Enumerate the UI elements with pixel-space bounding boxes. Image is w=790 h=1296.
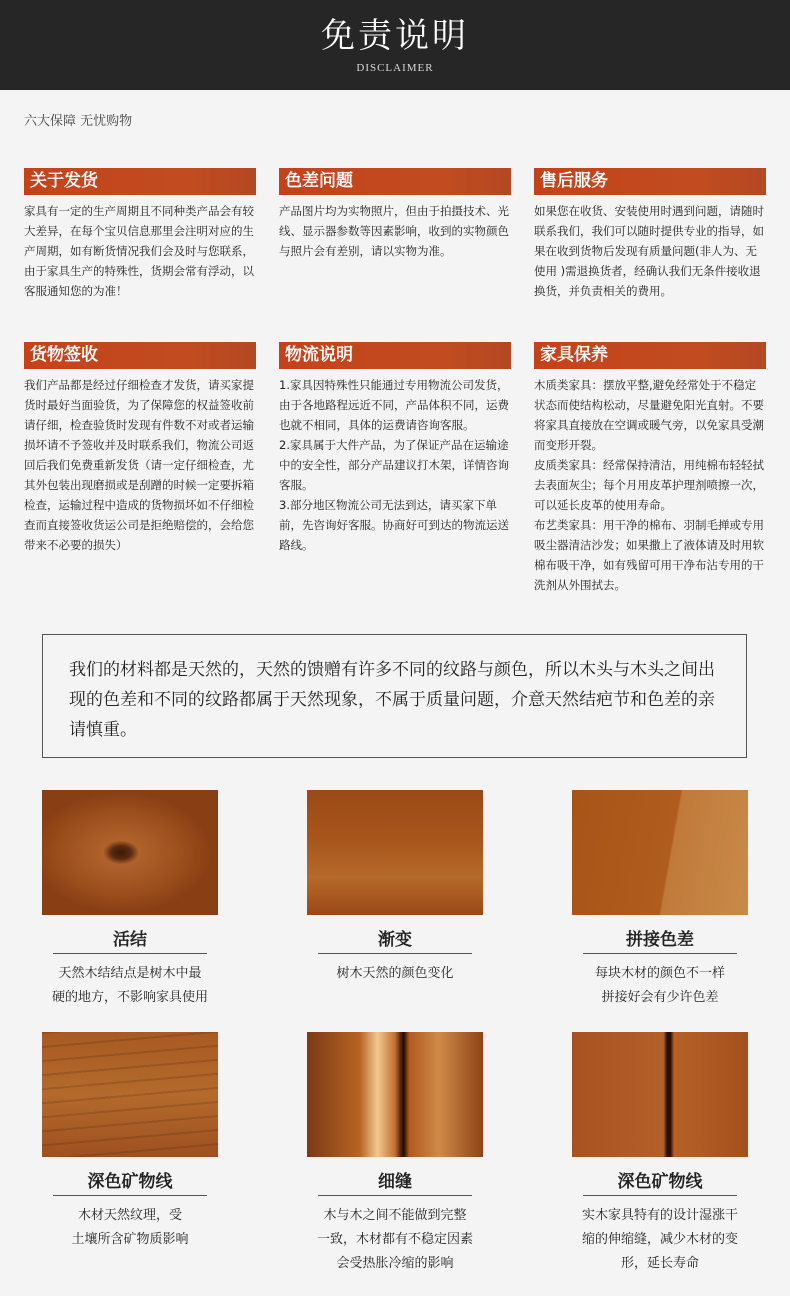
wood-sample-image	[307, 1032, 483, 1157]
section-color-difference	[279, 168, 511, 261]
card-divider	[318, 1195, 472, 1196]
wood-sample-image	[572, 1032, 748, 1157]
card-description: 实木家具特有的设计湿涨干 缩的伸缩缝，减少木材的变 形，延长寿命	[581, 1208, 738, 1271]
section-logistics	[279, 342, 511, 555]
card-description: 每块木材的颜色不一样 拼接好会有少许色差	[594, 966, 725, 1005]
section-after-sales	[534, 168, 766, 301]
section-title: 色差问题	[279, 168, 511, 195]
card-divider	[53, 1195, 207, 1196]
section-body: 如果您在收货、安装使用时遇到问题，请随时联系我们，我们可以随时提供专业的指导，如果在收到货物后发现有质量问题(非人为、无使用 )需退换货者，经确认我们无条件接收退换货，并负责相关的费用。	[534, 204, 764, 298]
section-title: 货物签收	[24, 342, 256, 369]
section-body: 产品图片均为实物照片，但由于拍摄技术、光线、显示器参数等因素影响，收到的实物颜色与照片会有差别，请以实物为准。	[279, 204, 509, 258]
card-title: 细缝	[378, 1172, 412, 1192]
wood-card-mineral-line	[30, 1032, 230, 1252]
tagline: 六大保障 无忧购物	[24, 114, 133, 129]
page-subtitle: DISCLAIMER	[356, 62, 434, 74]
card-title: 渐变	[378, 930, 412, 950]
card-divider	[53, 953, 207, 954]
page-header	[0, 0, 790, 90]
section-body: 家具有一定的生产周期且不同种类产品会有较大差异，在每个宝贝信息那里会注明对应的生产周期，如有断货情况我们会及时与您联系，由于家具生产的特殊性，货期会常有浮动，以客服通知您的为准！	[24, 204, 254, 298]
wood-card-gradient	[295, 790, 495, 986]
section-receipt	[24, 342, 256, 555]
section-title: 售后服务	[534, 168, 766, 195]
section-body: 木质类家具：摆放平整,避免经常处于不稳定状态而使结构松动，尽量避免阳光直射。不要将家具直接放在空调或暖气旁，以免家具受潮而变形开裂。 皮质类家具：经常保持清洁，用纯棉布轻轻拭去表面灰尘；每个月用皮革护理剂喷擦一次，可以延长皮革的使用寿命。 布艺类家具：用干净的棉布、羽制毛掸或专用吸尘器清洁沙发；如果撒上了液体请及时用软棉布吸干净，如有残留可用干净布沾专用的干洗剂从外围拭去。	[534, 378, 764, 592]
card-divider	[583, 1195, 737, 1196]
card-title: 拼接色差	[626, 930, 694, 950]
page-title: 免责说明	[321, 16, 469, 56]
card-divider	[318, 953, 472, 954]
section-title: 物流说明	[279, 342, 511, 369]
wood-sample-image	[572, 790, 748, 915]
section-title: 家具保养	[534, 342, 766, 369]
wood-card-fine-gap	[295, 1032, 495, 1276]
wood-sample-image	[42, 790, 218, 915]
section-maintenance	[534, 342, 766, 595]
natural-material-notice: 我们的材料都是天然的，天然的馈赠有许多不同的纹路与颜色，所以木头与木头之间出现的色差和不同的纹路都属于天然现象，不属于质量问题，介意天然结疤节和色差的亲请慎重。	[42, 634, 747, 758]
section-body: 1.家具因特殊性只能通过专用物流公司发货，由于各地路程远近不同，产品体积不同，运费也就不相同，具体的运费请咨询客服。 2.家具属于大件产品，为了保证产品在运输途中的安全性，部分产品建议打木架，详情咨询客服。 3.部分地区物流公司无法到达，请买家下单前，先咨询好客服。协商好可到达的物流运送路线。	[279, 378, 509, 552]
card-divider	[583, 953, 737, 954]
card-title: 深色矿物线	[87, 1172, 173, 1192]
section-body: 我们产品都是经过仔细检查才发货，请买家提货时最好当面验货，为了保障您的权益签收前请仔细，检查验货时发现有件数不对或者运输损坏请不予签收并及时联系我们，物流公司返回后我们免费重新发货（请一定仔细检查，尤其外包装出现磨损或是刮蹭的时候一定要拆箱检查，运输过程中造成的货物损坏如不仔细检查而直接签收货运公司是拒绝赔偿的，会给您带来不必要的损失）	[24, 378, 254, 552]
card-title: 活结	[113, 930, 147, 950]
card-description: 木材天然纹理，受 土壤所含矿物质影响	[71, 1208, 189, 1247]
card-title: 深色矿物线	[617, 1172, 703, 1192]
wood-sample-image	[42, 1032, 218, 1157]
card-description: 树木天然的颜色变化	[336, 966, 454, 981]
wood-card-joint-color	[560, 790, 760, 1010]
card-description: 天然木结结点是树木中最 硬的地方，不影响家具使用	[51, 966, 208, 1005]
card-description: 木与木之间不能做到完整 一致，木材都有不稳定因素 会受热胀冷缩的影响	[316, 1208, 473, 1271]
wood-card-expansion-joint	[560, 1032, 760, 1276]
section-shipping	[24, 168, 256, 301]
wood-card-live-knot	[30, 790, 230, 1010]
section-title: 关于发货	[24, 168, 256, 195]
wood-sample-image	[307, 790, 483, 915]
